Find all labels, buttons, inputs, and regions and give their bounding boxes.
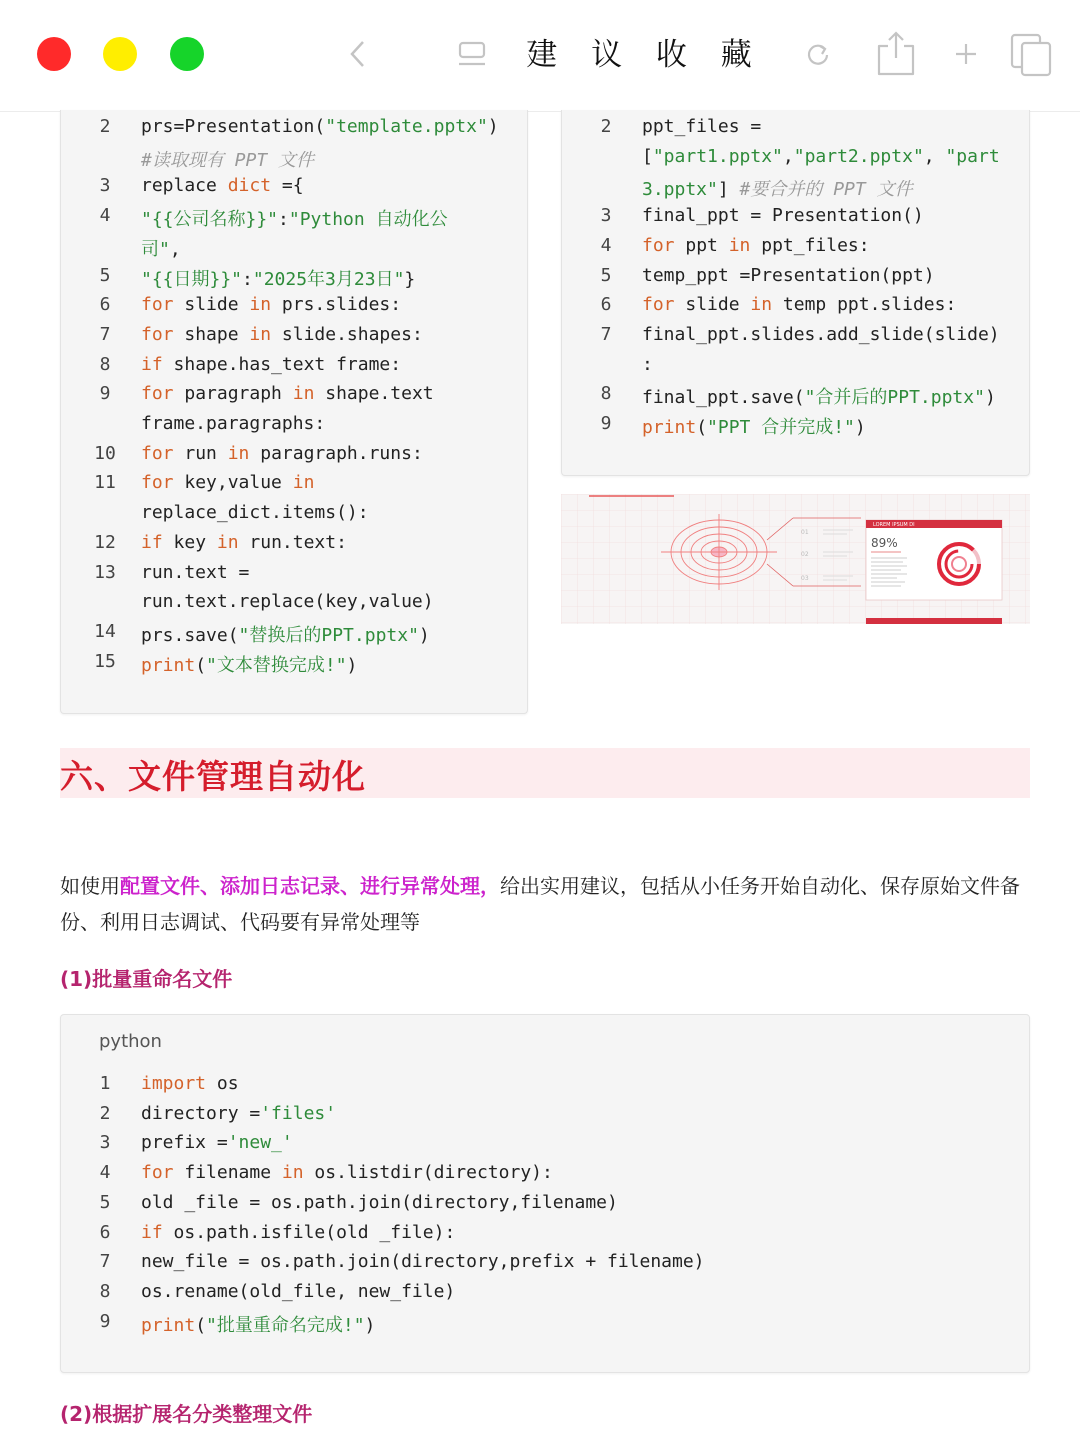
- code-line: [642, 146, 1000, 167]
- line-number: 6: [600, 294, 612, 316]
- axis-label: 02: [801, 551, 809, 558]
- code-token: "替换后的PPT.pptx": [238, 624, 419, 646]
- code-line: [642, 354, 653, 375]
- code-token: print: [141, 1314, 196, 1336]
- code-token: dict: [227, 175, 272, 197]
- subheading-batch-rename: (1)批量重命名文件: [60, 967, 233, 991]
- code-token: ): [346, 654, 358, 676]
- code-line: [141, 1073, 239, 1094]
- code-token: for: [141, 472, 174, 494]
- line-number: 5: [99, 1191, 111, 1213]
- code-token: in: [227, 442, 250, 464]
- code-line: [141, 562, 249, 583]
- code-token: slide: [674, 294, 751, 316]
- line-number: 15: [94, 650, 116, 672]
- code-token: "{{公司名称}}": [141, 209, 279, 231]
- line-number: 9: [99, 1310, 111, 1332]
- line-number: 6: [99, 1221, 111, 1243]
- code-token: ,: [782, 145, 794, 167]
- code-token: in: [216, 531, 239, 553]
- code-token: 'new_': [227, 1132, 293, 1154]
- code-token: for: [141, 1162, 174, 1184]
- code-token: ): [418, 624, 430, 646]
- code-line: [141, 443, 423, 464]
- code-token: in: [281, 1162, 304, 1184]
- code-token: replace: [141, 175, 228, 197]
- code-token: for: [642, 294, 675, 316]
- code-token: print: [141, 654, 196, 676]
- intro-paragraph: [60, 868, 1035, 940]
- line-number: 3: [99, 175, 111, 197]
- code-line: [141, 651, 357, 677]
- code-token: "Python 自动化公: [288, 209, 448, 231]
- code-token: shape.has_text frame:: [162, 353, 402, 375]
- code-token: in: [249, 294, 272, 316]
- line-number: 12: [94, 531, 116, 553]
- line-number: 14: [94, 620, 116, 642]
- code-token: ={: [271, 175, 304, 197]
- code-token: run.text:: [238, 531, 347, 553]
- line-number: 2: [600, 116, 612, 137]
- line-number: 7: [99, 323, 111, 345]
- line-number: 5: [600, 264, 612, 286]
- back-icon[interactable]: [340, 28, 376, 80]
- code-token: ): [984, 387, 996, 409]
- code-line: [141, 383, 434, 404]
- code-token: ,: [169, 238, 181, 260]
- code-line: [642, 324, 1000, 345]
- line-number: 8: [99, 353, 111, 375]
- code-line: [642, 383, 996, 409]
- code-token: in: [750, 294, 773, 316]
- line-number: 7: [600, 323, 612, 345]
- dashboard-illustration: [561, 494, 1030, 624]
- section-heading: [60, 748, 1030, 798]
- code-token: 3.pptx": [642, 179, 718, 201]
- code-token: 司": [141, 238, 170, 260]
- share-icon[interactable]: [870, 28, 922, 80]
- code-token: ppt_files =: [642, 116, 762, 137]
- code-token: frame.paragraphs:: [141, 413, 326, 434]
- code-token: in: [249, 323, 272, 345]
- code-token: directory =: [141, 1102, 261, 1124]
- sidebar-icon[interactable]: [452, 28, 492, 80]
- code-token: for: [141, 294, 174, 316]
- code-token: for: [642, 234, 675, 256]
- code-line: [141, 146, 314, 172]
- line-number: 10: [94, 442, 116, 464]
- code-token: "PPT 合并完成!": [707, 417, 855, 438]
- code-line: [141, 175, 304, 196]
- zoom-dot[interactable]: [170, 37, 204, 71]
- code-token: replace_dict.items():: [141, 502, 369, 524]
- code-token: "part1.pptx": [652, 145, 783, 167]
- code-token: final_ppt.slides.add_slide(slide): [642, 323, 1000, 345]
- code-line: [141, 1222, 455, 1243]
- code-token: paragraph: [173, 383, 293, 405]
- code-language-label: python: [99, 1031, 162, 1052]
- line-number: 3: [99, 1132, 111, 1154]
- code-token: if: [141, 353, 163, 375]
- code-token: key: [162, 531, 217, 553]
- dashboard-badge: LOREM IPSUM DI: [873, 522, 915, 528]
- code-line: [642, 265, 935, 286]
- code-block-merge-ppt: [561, 110, 1030, 476]
- line-number: 7: [99, 1251, 111, 1273]
- line-number: 11: [94, 472, 116, 494]
- code-token: "part: [945, 145, 1000, 167]
- code-token: run.text =: [141, 561, 250, 583]
- code-token: paragraph.runs:: [249, 442, 423, 464]
- code-line: [141, 1103, 336, 1124]
- code-token: :: [278, 209, 289, 231]
- code-line: [141, 1162, 553, 1183]
- code-token: for: [141, 442, 174, 464]
- code-line: [141, 324, 423, 345]
- line-number: 4: [600, 234, 612, 256]
- paragraph-highlight: 配置文件、添加日志记录、进行异常处理，: [120, 874, 500, 898]
- line-number: 2: [99, 1102, 111, 1124]
- close-dot[interactable]: [37, 37, 71, 71]
- copy-icon[interactable]: [1006, 28, 1056, 80]
- code-token: os.rename(old_file, new_file): [141, 1280, 456, 1302]
- code-line: [642, 413, 866, 439]
- code-token: in: [728, 234, 751, 256]
- line-number: 1: [99, 1073, 111, 1094]
- code-token: }: [404, 268, 416, 290]
- code-line: [141, 205, 448, 231]
- code-token: "template.pptx": [325, 116, 488, 137]
- code-token: run.text.replace(key,value): [141, 591, 434, 613]
- code-token: os.listdir(directory):: [303, 1162, 553, 1184]
- code-token: prs.save(: [141, 624, 239, 646]
- code-token: "2025年3月23日": [252, 268, 405, 290]
- code-token: ): [364, 1314, 376, 1336]
- code-token: "文本替换完成!": [206, 654, 347, 676]
- line-number: 13: [94, 561, 116, 583]
- code-token: in: [292, 472, 315, 494]
- code-token: ppt: [674, 234, 729, 256]
- page-title: 建 议 收 藏: [526, 37, 764, 73]
- section-heading-text: 六、文件管理自动化: [60, 757, 366, 796]
- code-token: if: [141, 531, 163, 553]
- code-line: [141, 1132, 293, 1153]
- line-number: 6: [99, 294, 111, 316]
- code-token: slide.shapes:: [271, 323, 423, 345]
- line-number: 4: [99, 205, 111, 227]
- code-token: :: [642, 353, 653, 375]
- dashboard-percent: 89%: [871, 536, 898, 550]
- code-line: [642, 175, 913, 201]
- code-line: [141, 413, 325, 434]
- code-token: import: [141, 1073, 207, 1094]
- code-token: #要合并的 PPT 文件: [739, 179, 913, 201]
- add-icon[interactable]: [950, 28, 982, 80]
- code-token: [: [642, 145, 653, 167]
- code-line: [642, 205, 924, 226]
- code-line: [141, 1311, 375, 1337]
- code-token: "批量重命名完成!": [206, 1314, 365, 1336]
- code-token: temp_ppt =Presentation(ppt): [642, 264, 935, 286]
- code-token: ]: [717, 179, 740, 201]
- code-token: :: [242, 268, 253, 290]
- line-number: 8: [600, 383, 612, 405]
- code-token: for: [141, 323, 174, 345]
- code-line: [141, 1281, 455, 1302]
- line-number: 8: [99, 1280, 111, 1302]
- code-token: (: [195, 654, 207, 676]
- line-number: 4: [99, 1162, 111, 1184]
- axis-label: 03: [801, 575, 809, 582]
- code-line: [642, 116, 761, 137]
- code-token: temp ppt.slides:: [772, 294, 957, 316]
- axis-label: 01: [801, 529, 809, 536]
- code-token: prefix =: [141, 1132, 228, 1154]
- code-token: shape: [173, 323, 250, 345]
- code-line: [141, 621, 430, 647]
- code-token: run: [173, 442, 228, 464]
- code-token: #读取现有 PPT 文件: [141, 149, 315, 171]
- code-token: ): [487, 116, 499, 137]
- code-token: ppt_files:: [750, 234, 870, 256]
- code-line: [642, 294, 956, 315]
- code-token: key,value: [173, 472, 293, 494]
- code-line: [141, 1251, 705, 1272]
- code-line: [141, 472, 314, 493]
- code-token: "合并后的PPT.pptx": [804, 387, 985, 409]
- code-line: [141, 235, 181, 261]
- code-token: shape.text: [314, 383, 434, 405]
- dashboard-graphic: [561, 494, 1030, 624]
- line-number: 9: [99, 383, 111, 405]
- code-token: (: [696, 417, 708, 438]
- code-token: print: [642, 417, 697, 438]
- line-number: 2: [99, 116, 111, 137]
- paragraph-text: 给出实用建议，包括从小任务开始自动化、保存原始文件备份、利用日志调试、代码要有异常处理等: [60, 874, 1020, 934]
- code-line: [141, 502, 369, 523]
- code-token: if: [141, 1221, 163, 1243]
- code-token: for: [141, 383, 174, 405]
- code-token: new_file = os.path.join(directory,prefix + filename): [141, 1251, 705, 1273]
- code-token: 'files': [260, 1102, 337, 1124]
- code-token: os: [206, 1073, 239, 1094]
- line-number: 9: [600, 413, 612, 434]
- code-block-batch-rename: [60, 1014, 1030, 1373]
- paragraph-text: 如使用: [60, 874, 120, 898]
- code-line: [141, 116, 499, 137]
- code-token: "{{日期}}": [141, 268, 243, 290]
- code-line: [141, 532, 347, 553]
- code-token: prs=Presentation(: [141, 116, 326, 137]
- code-line: [141, 1192, 618, 1213]
- line-number: 3: [600, 205, 612, 227]
- window-toolbar: [0, 0, 1080, 112]
- subheading-classify-files: (2)根据扩展名分类整理文件: [60, 1402, 313, 1426]
- code-token: (: [195, 1314, 207, 1336]
- code-token: ,: [923, 145, 946, 167]
- code-token: old _file = os.path.join(directory,filename): [141, 1191, 618, 1213]
- minimize-dot[interactable]: [103, 37, 137, 71]
- code-token: in: [292, 383, 315, 405]
- code-block-replace-text: [60, 110, 528, 714]
- code-token: os.path.isfile(old _file):: [162, 1221, 456, 1243]
- code-line: [141, 591, 434, 612]
- code-line: [642, 235, 870, 256]
- code-token: filename: [173, 1162, 282, 1184]
- refresh-icon[interactable]: [800, 28, 836, 80]
- code-line: [141, 294, 401, 315]
- code-line: [141, 265, 415, 291]
- code-token: ): [854, 417, 866, 438]
- code-token: final_ppt.save(: [642, 387, 805, 409]
- code-token: final_ppt = Presentation(): [642, 205, 924, 227]
- code-token: slide: [173, 294, 250, 316]
- code-token: prs.slides:: [271, 294, 402, 316]
- code-token: "part2.pptx": [793, 145, 924, 167]
- code-line: [141, 354, 401, 375]
- line-number: 5: [99, 264, 111, 286]
